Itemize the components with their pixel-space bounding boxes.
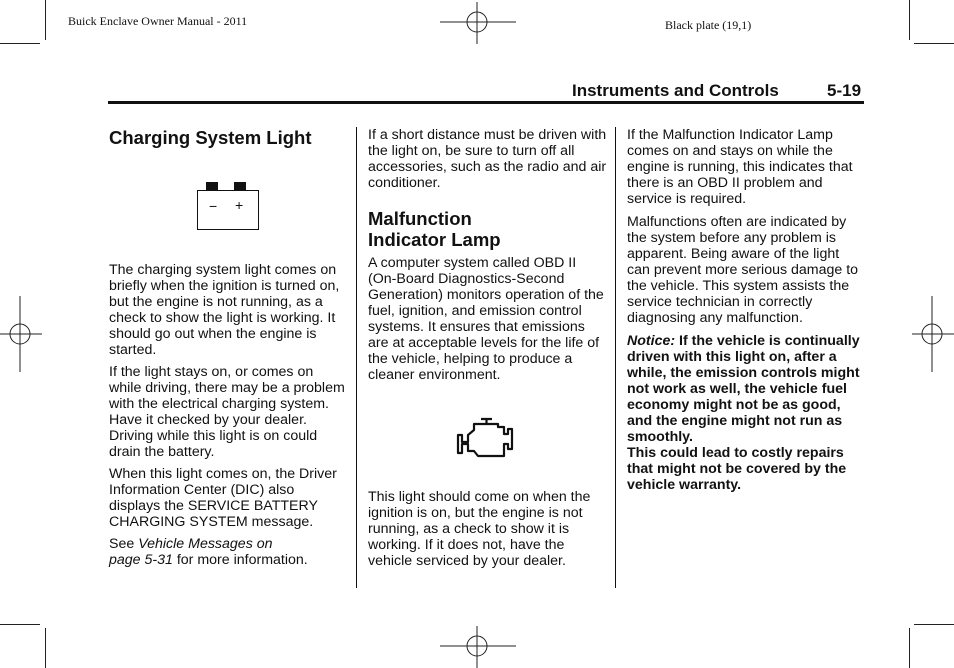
battery-icon [109, 148, 349, 262]
column-divider [356, 127, 357, 588]
engine-icon [368, 389, 608, 489]
crop-mark [909, 628, 910, 668]
crop-mark [45, 628, 46, 668]
paragraph [109, 536, 349, 568]
more-info-text: for more information. [172, 552, 308, 568]
heading-line: Malfunction [368, 208, 472, 229]
paragraph: If the Malfunction Indicator Lamp comes on and stays on while the engine is running, this indicates that there is an OBD II problem and service is required. [627, 127, 853, 207]
section-header [572, 81, 862, 101]
battery-plus-sign: + [235, 197, 244, 213]
column-2 [368, 127, 608, 575]
registration-mark-bottom [440, 626, 516, 668]
notice-text: If the vehicle is continually driven with this light on, after a while, the emission controls might not work as well, the vehicle fuel economy might not be as good, and the engine might not run as smoothly. [627, 333, 860, 445]
paragraph: When this light comes on, the Driver Information Center (DIC) also displays the SERVICE BATTERY CHARGING SYSTEM message. [109, 466, 337, 530]
column-1 [109, 127, 349, 574]
column-divider [615, 127, 616, 588]
notice-label: Notice: [627, 333, 676, 349]
battery-minus-sign: − [209, 198, 218, 214]
manual-title: Buick Enclave Owner Manual - 2011 [68, 14, 248, 28]
cross-reference-link[interactable]: Vehicle Messages on [138, 536, 273, 552]
crop-mark [45, 0, 46, 40]
paragraph: The charging system light comes on briefly when the ignition is turned on, but the engine is not running, as a check to show the light is working. It should go out when the engine is started. [109, 262, 340, 358]
registration-mark-right [912, 296, 954, 372]
page-number: 5-19 [827, 81, 862, 100]
paragraph: This light should come on when the ignition is on, but the engine is not running, as a check to show it is working. If it does not, have the vehicle serviced by your dealer. [368, 489, 591, 569]
header-rule [108, 101, 864, 104]
notice-text-continued: This could lead to costly repairs that might not be covered by the vehicle warranty. [627, 445, 847, 493]
registration-mark-left [0, 296, 42, 372]
registration-mark-top [440, 2, 516, 44]
paragraph: Malfunctions often are indicated by the system before any problem is apparent. Being aware of the light can prevent more serious damage to the vehicle. This system assists the service technician in correctly diagnosing any malfunction. [627, 214, 859, 326]
malfunction-heading [368, 208, 608, 250]
paragraph: If a short distance must be driven with the light on, be sure to turn off all accessories, such as the radio and air conditioner. [368, 127, 607, 191]
crop-mark [0, 624, 40, 625]
heading-line: Indicator Lamp [368, 229, 501, 250]
column-3 [627, 127, 863, 499]
see-text: See [109, 536, 139, 552]
paragraph: A computer system called OBD II (On-Board Diagnostics-Second Generation) monitors operation of the fuel, ignition, and emission control systems. It ensures that emissions are at acceptable levels for the life of the vehicle, helping to produce a cleaner environment. [368, 255, 604, 383]
section-title: Instruments and Controls [572, 81, 779, 100]
charging-system-heading: Charging System Light [109, 127, 312, 148]
crop-mark [0, 43, 40, 44]
plate-label: Black plate (19,1) [665, 18, 752, 32]
cross-reference-page[interactable]: page 5‑31 [109, 552, 173, 568]
crop-mark [909, 0, 910, 40]
crop-mark [914, 43, 954, 44]
notice-block [627, 333, 863, 445]
paragraph: If the light stays on, or comes on while driving, there may be a problem with the electrical charging system. Have it checked by your dealer. Driving while this light is on could drain the battery. [109, 364, 345, 460]
crop-mark [914, 624, 954, 625]
